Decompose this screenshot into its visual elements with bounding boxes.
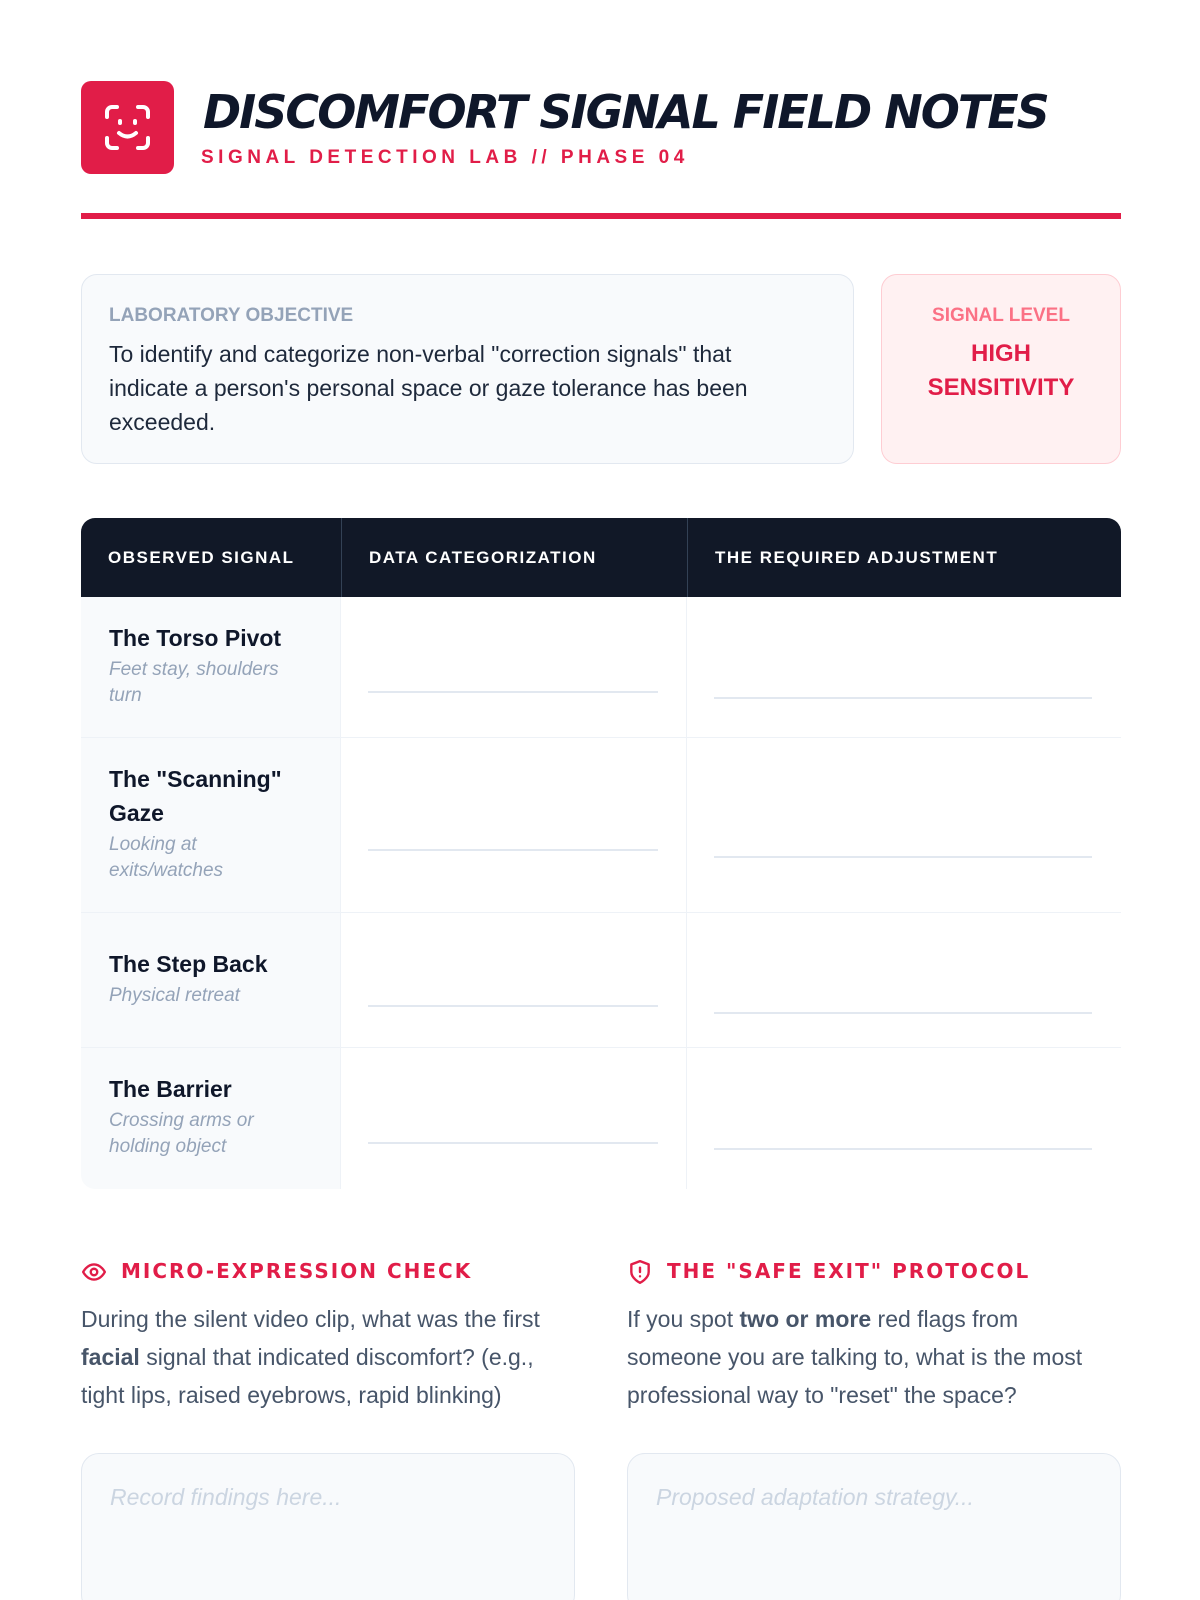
micro-expression-section — [81, 1258, 575, 1408]
signal-description: Crossing arms or holding object — [109, 1110, 254, 1157]
signal-table — [81, 518, 1121, 1189]
prompt-text: signal that indicated discomfort? (e.g., tight lips, raised eyebrows, rapid blinking) — [81, 1344, 534, 1408]
writing-line — [368, 691, 658, 693]
safe-exit-title: THE "SAFE EXIT" PROTOCOL — [667, 1259, 1031, 1283]
signal-level-card — [881, 274, 1121, 464]
observed-signal-cell — [81, 1048, 341, 1189]
writing-line — [714, 1148, 1092, 1150]
safe-exit-section — [627, 1258, 1121, 1408]
findings-input[interactable] — [81, 1453, 575, 1600]
signal-description: Looking at exits/watches — [109, 834, 224, 881]
writing-line — [714, 1012, 1092, 1014]
signal-level-value: HIGH SENSITIVITY — [927, 340, 1075, 401]
signal-name: The Barrier — [109, 1076, 232, 1102]
column-header-data-categorization: DATA CATEGORIZATION — [341, 518, 687, 597]
adjustment-cell[interactable] — [687, 738, 1121, 912]
categorization-cell[interactable] — [341, 913, 687, 1047]
prompt-text: red flags from someone you are talking to, what is the most professional way to "reset" the space? — [627, 1306, 1083, 1408]
objective-card — [81, 274, 854, 464]
writing-line — [368, 1005, 658, 1007]
micro-expression-header — [81, 1258, 575, 1288]
adjustment-cell[interactable] — [687, 913, 1121, 1047]
objective-text: To identify and categorize non-verbal "correction signals" that indicate a person's personal space or gaze tolerance has been exceeded. — [109, 341, 748, 435]
adjustment-cell[interactable] — [687, 597, 1121, 737]
safe-exit-prompt — [627, 1300, 1107, 1414]
signal-description: Feet stay, shoulders turn — [109, 659, 279, 706]
categorization-cell[interactable] — [341, 597, 687, 737]
signal-level-label: SIGNAL LEVEL — [932, 305, 1070, 326]
observed-signal-cell — [81, 597, 341, 737]
table-row — [81, 1048, 1121, 1189]
table-row — [81, 738, 1121, 913]
signal-description: Physical retreat — [109, 985, 240, 1006]
observed-signal-cell — [81, 913, 341, 1047]
page-title: DISCOMFORT SIGNAL FIELD NOTES — [203, 85, 1048, 139]
categorization-cell[interactable] — [341, 738, 687, 912]
writing-line — [368, 1142, 658, 1144]
adjustment-cell[interactable] — [687, 1048, 1121, 1189]
table-row — [81, 597, 1121, 738]
signal-name: The "Scanning" Gaze — [109, 766, 282, 826]
column-header-required-adjustment: THE REQUIRED ADJUSTMENT — [687, 518, 1121, 597]
column-header-observed-signal: OBSERVED SIGNAL — [108, 548, 295, 567]
micro-expression-prompt — [81, 1300, 561, 1414]
writing-line — [714, 856, 1092, 858]
signal-name: The Step Back — [109, 951, 268, 977]
table-header — [81, 518, 1121, 597]
micro-expression-title: MICRO-EXPRESSION CHECK — [121, 1259, 473, 1283]
strategy-input[interactable] — [627, 1453, 1121, 1600]
prompt-text: During the silent video clip, what was the first — [81, 1306, 540, 1332]
categorization-cell[interactable] — [341, 1048, 687, 1189]
shield-alert-icon — [627, 1259, 653, 1285]
writing-line — [714, 697, 1092, 699]
observed-signal-cell — [81, 738, 341, 912]
prompt-text: If you spot — [627, 1306, 740, 1332]
safe-exit-header — [627, 1258, 1121, 1288]
writing-line — [368, 849, 658, 851]
face-scan-icon — [81, 81, 174, 174]
signal-name: The Torso Pivot — [109, 625, 282, 651]
eye-icon — [81, 1259, 107, 1285]
prompt-emphasis: two or more — [739, 1306, 872, 1332]
header-divider — [81, 213, 1121, 219]
page-header — [81, 81, 1121, 175]
page-subtitle: SIGNAL DETECTION LAB // PHASE 04 — [201, 147, 689, 168]
table-row — [81, 913, 1121, 1048]
prompt-emphasis: facial — [81, 1344, 140, 1370]
objective-label: LABORATORY OBJECTIVE — [109, 305, 354, 326]
